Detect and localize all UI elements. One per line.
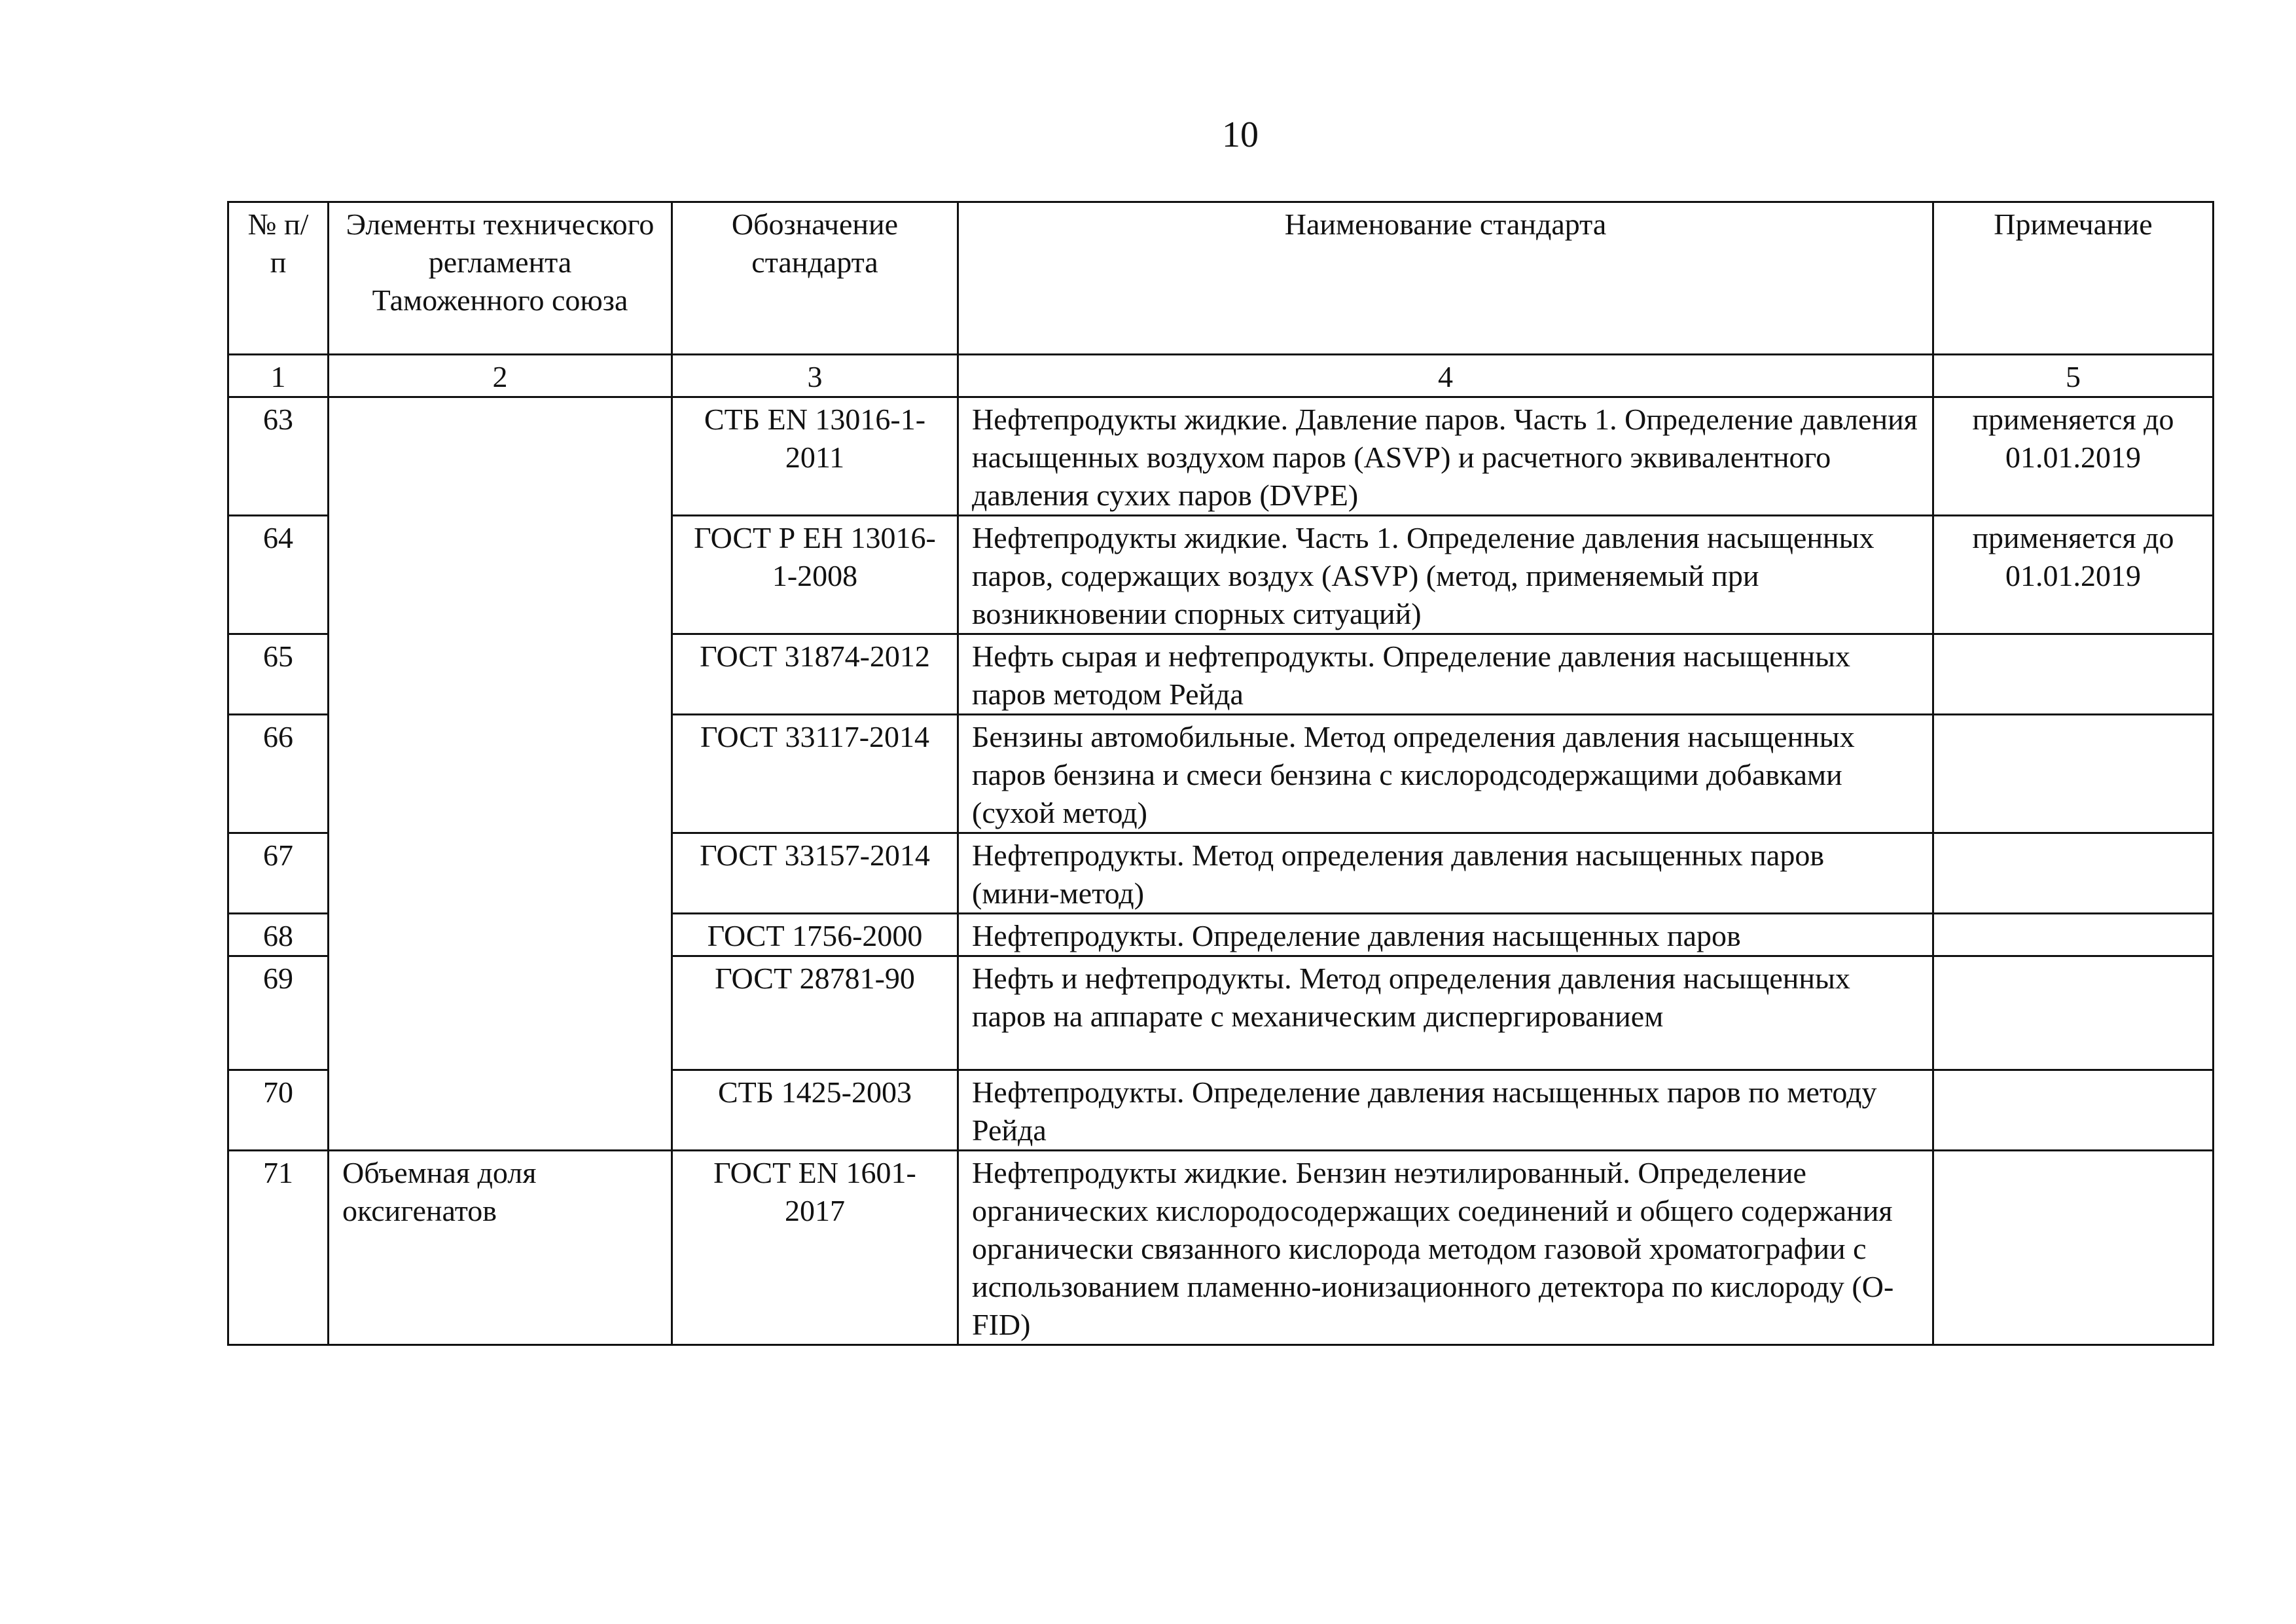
- row-number: 68: [228, 914, 329, 956]
- header-element: Элементы технического регламента Таможенного союза: [329, 202, 672, 355]
- column-number: 3: [672, 355, 958, 397]
- row-number: 63: [228, 397, 329, 516]
- row-number: 65: [228, 634, 329, 715]
- note: [1933, 833, 2214, 914]
- page-number: 10: [1222, 115, 1259, 155]
- row-number: 69: [228, 956, 329, 1070]
- standard-name: Нефтепродукты жидкие. Бензин неэтилированный. Определение органических кислородосодержащих соединений и общего содержания органически связанного кислорода методом газовой хроматографии с использованием пламенно-ионизационного детектора по кислороду (O-FID): [958, 1151, 1933, 1345]
- row-number: 66: [228, 715, 329, 833]
- note: [1933, 715, 2214, 833]
- header-note: Примечание: [1933, 202, 2214, 355]
- standard-code: ГОСТ 31874-2012: [672, 634, 958, 715]
- header-code: Обозначение стандарта: [672, 202, 958, 355]
- table-row: [228, 397, 2214, 516]
- standard-code: ГОСТ Р ЕН 13016-1-2008: [672, 516, 958, 634]
- standard-name: Нефтепродукты. Метод определения давления насыщенных паров (мини-метод): [958, 833, 1933, 914]
- standards-table: [227, 201, 2214, 1346]
- standard-name: Нефтепродукты. Определение давления насыщенных паров: [958, 914, 1933, 956]
- standard-code: ГОСТ 1756-2000: [672, 914, 958, 956]
- element-cell: Объемная доля оксигенатов: [329, 1151, 672, 1345]
- standard-code: СТБ 1425-2003: [672, 1070, 958, 1151]
- standard-name: Нефтепродукты жидкие. Часть 1. Определение давления насыщенных паров, содержащих воздух (ASVP) (метод, применяемый при возникновении спорных ситуаций): [958, 516, 1933, 634]
- standard-name: Нефтепродукты. Определение давления насыщенных паров по методу Рейда: [958, 1070, 1933, 1151]
- standard-name: Бензины автомобильные. Метод определения давления насыщенных паров бензина и смеси бензина с кислородсодержащими добавками (сухой метод): [958, 715, 1933, 833]
- column-number: 2: [329, 355, 672, 397]
- standard-code: ГОСТ 33157-2014: [672, 833, 958, 914]
- note: применяется до 01.01.2019: [1933, 397, 2214, 516]
- standard-code: ГОСТ 33117-2014: [672, 715, 958, 833]
- note: [1933, 1070, 2214, 1151]
- standard-code: ГОСТ EN 1601-2017: [672, 1151, 958, 1345]
- row-number: 64: [228, 516, 329, 634]
- standard-name: Нефтепродукты жидкие. Давление паров. Часть 1. Определение давления насыщенных воздухом паров (ASVP) и расчетного эквивалентного давления сухих паров (DVPE): [958, 397, 1933, 516]
- standard-name: Нефть и нефтепродукты. Метод определения давления насыщенных паров на аппарате с механическим диспергированием: [958, 956, 1933, 1070]
- row-number: 67: [228, 833, 329, 914]
- row-number: 71: [228, 1151, 329, 1345]
- note: [1933, 914, 2214, 956]
- row-number: 70: [228, 1070, 329, 1151]
- column-number: 1: [228, 355, 329, 397]
- table-header-row: [228, 202, 2214, 355]
- header-name: Наименование стандарта: [958, 202, 1933, 355]
- element-cell: [329, 397, 672, 1151]
- note: [1933, 956, 2214, 1070]
- column-number-row: [228, 355, 2214, 397]
- standard-code: СТБ EN 13016-1-2011: [672, 397, 958, 516]
- note: [1933, 1151, 2214, 1345]
- column-number: 4: [958, 355, 1933, 397]
- column-number: 5: [1933, 355, 2214, 397]
- table-row: [228, 1151, 2214, 1345]
- note: применяется до 01.01.2019: [1933, 516, 2214, 634]
- header-number: № п/п: [228, 202, 329, 355]
- standard-name: Нефть сырая и нефтепродукты. Определение давления насыщенных паров методом Рейда: [958, 634, 1933, 715]
- note: [1933, 634, 2214, 715]
- standard-code: ГОСТ 28781-90: [672, 956, 958, 1070]
